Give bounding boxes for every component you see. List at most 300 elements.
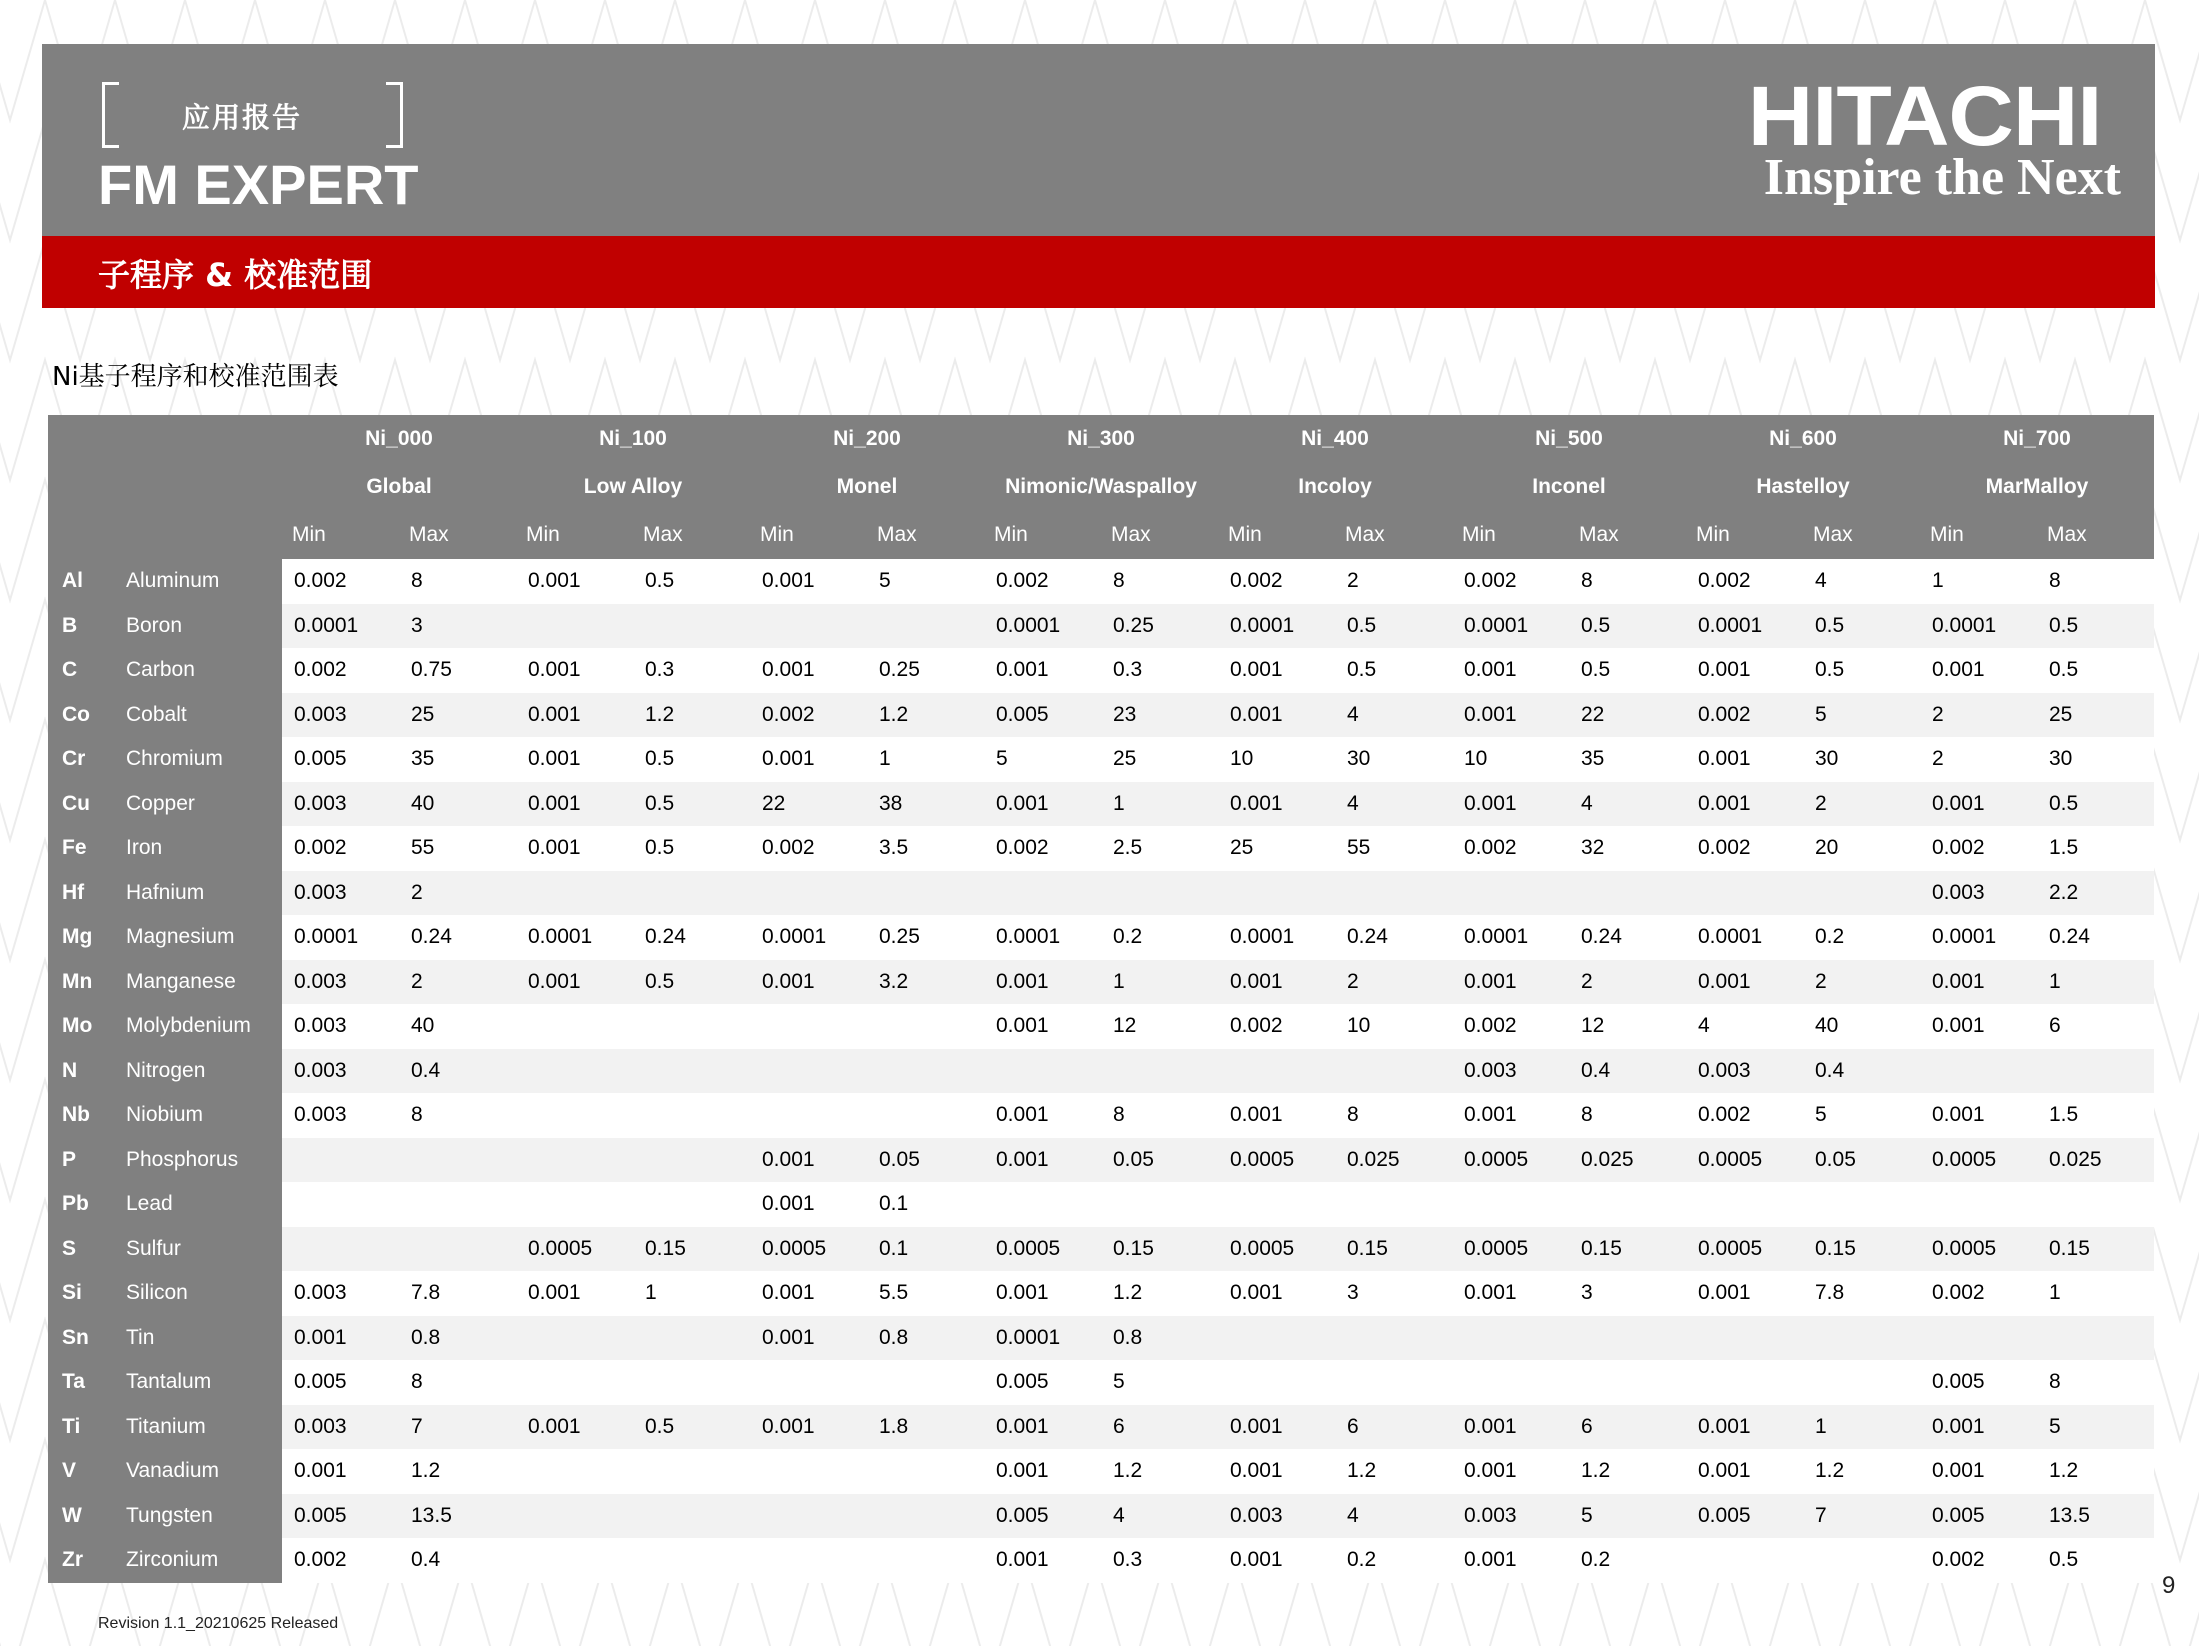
element-row bbox=[48, 1449, 2154, 1494]
min-value: 0.001 bbox=[984, 1405, 1101, 1450]
min-value: 0.002 bbox=[1218, 559, 1335, 604]
max-value: 0.5 bbox=[1569, 604, 1686, 649]
element-symbol: Sn bbox=[48, 1316, 126, 1361]
max-value bbox=[399, 1227, 516, 1272]
min-value: 0.002 bbox=[282, 1538, 399, 1583]
max-value: 0.15 bbox=[1335, 1227, 1452, 1272]
section-subtitle: 子程序 & 校准范围 bbox=[98, 256, 373, 294]
min-value bbox=[516, 1049, 633, 1094]
min-value: 0.003 bbox=[282, 960, 399, 1005]
min-value: 0.001 bbox=[984, 1004, 1101, 1049]
max-value: 5 bbox=[2037, 1405, 2154, 1450]
min-value: 0.002 bbox=[750, 693, 867, 738]
min-value bbox=[1218, 1182, 1335, 1227]
min-value: 0.001 bbox=[1452, 1538, 1569, 1583]
max-value: 8 bbox=[399, 1360, 516, 1405]
max-value: 8 bbox=[399, 559, 516, 604]
element-row bbox=[48, 782, 2154, 827]
program-name: Global bbox=[282, 463, 516, 511]
min-value: 0.002 bbox=[1686, 559, 1803, 604]
max-value: 0.25 bbox=[1101, 604, 1218, 649]
element-name: Aluminum bbox=[126, 559, 282, 604]
max-value: 6 bbox=[1569, 1405, 1686, 1450]
max-value: 0.15 bbox=[633, 1227, 750, 1272]
min-value bbox=[750, 871, 867, 916]
max-value bbox=[633, 1316, 750, 1361]
min-value: 0.001 bbox=[1218, 1449, 1335, 1494]
max-value: 12 bbox=[1569, 1004, 1686, 1049]
max-value: 0.4 bbox=[1803, 1049, 1920, 1094]
max-value: 3.2 bbox=[867, 960, 984, 1005]
program-code: Ni_600 bbox=[1686, 415, 1920, 463]
max-value: 2 bbox=[1569, 960, 1686, 1005]
max-value bbox=[867, 1360, 984, 1405]
max-header: Max bbox=[633, 511, 750, 559]
max-value: 2 bbox=[399, 871, 516, 916]
max-value: 0.15 bbox=[1101, 1227, 1218, 1272]
max-value bbox=[1803, 871, 1920, 916]
max-value: 6 bbox=[1335, 1405, 1452, 1450]
min-value: 0.0001 bbox=[1218, 915, 1335, 960]
max-value: 55 bbox=[1335, 826, 1452, 871]
max-value bbox=[1569, 1182, 1686, 1227]
min-value bbox=[750, 1093, 867, 1138]
min-value: 0.002 bbox=[1218, 1004, 1335, 1049]
min-value bbox=[1452, 1182, 1569, 1227]
max-value: 4 bbox=[1335, 1494, 1452, 1539]
min-value: 0.001 bbox=[1452, 960, 1569, 1005]
max-value: 0.5 bbox=[1803, 604, 1920, 649]
min-value: 0.001 bbox=[1920, 782, 2037, 827]
max-value: 1 bbox=[2037, 960, 2154, 1005]
min-value: 10 bbox=[1218, 737, 1335, 782]
min-value: 0.001 bbox=[1686, 782, 1803, 827]
corner-cell bbox=[48, 415, 282, 463]
max-header: Max bbox=[1101, 511, 1218, 559]
min-value: 0.0005 bbox=[1218, 1227, 1335, 1272]
max-value: 0.25 bbox=[867, 915, 984, 960]
max-value: 23 bbox=[1101, 693, 1218, 738]
min-value: 5 bbox=[984, 737, 1101, 782]
min-value bbox=[282, 1227, 399, 1272]
min-value: 0.001 bbox=[750, 1271, 867, 1316]
program-name: Low Alloy bbox=[516, 463, 750, 511]
element-name: Cobalt bbox=[126, 693, 282, 738]
max-value: 2.5 bbox=[1101, 826, 1218, 871]
max-value: 25 bbox=[2037, 693, 2154, 738]
max-value: 0.24 bbox=[633, 915, 750, 960]
element-row bbox=[48, 1494, 2154, 1539]
min-value bbox=[1218, 1360, 1335, 1405]
min-value: 0.003 bbox=[1218, 1494, 1335, 1539]
min-value: 0.001 bbox=[516, 737, 633, 782]
max-value bbox=[2037, 1316, 2154, 1361]
min-value: 0.001 bbox=[1218, 1271, 1335, 1316]
subtitle-bar bbox=[42, 236, 2155, 308]
min-value: 0.001 bbox=[282, 1316, 399, 1361]
element-symbol: Cu bbox=[48, 782, 126, 827]
max-value bbox=[1101, 871, 1218, 916]
max-value: 0.025 bbox=[2037, 1138, 2154, 1183]
min-value: 0.003 bbox=[282, 1093, 399, 1138]
element-symbol: Cr bbox=[48, 737, 126, 782]
min-value bbox=[516, 1538, 633, 1583]
min-value: 0.001 bbox=[1218, 960, 1335, 1005]
element-symbol: Zr bbox=[48, 1538, 126, 1583]
element-row bbox=[48, 1316, 2154, 1361]
max-value: 7.8 bbox=[399, 1271, 516, 1316]
min-value: 0.0005 bbox=[1686, 1227, 1803, 1272]
min-value: 0.0001 bbox=[1686, 604, 1803, 649]
max-value bbox=[1335, 1182, 1452, 1227]
max-header: Max bbox=[1803, 511, 1920, 559]
max-value: 1 bbox=[1101, 960, 1218, 1005]
element-symbol: P bbox=[48, 1138, 126, 1183]
max-value: 0.5 bbox=[1335, 604, 1452, 649]
element-row bbox=[48, 1093, 2154, 1138]
min-value: 0.001 bbox=[516, 559, 633, 604]
max-value: 5 bbox=[1101, 1360, 1218, 1405]
max-value bbox=[2037, 1049, 2154, 1094]
min-value bbox=[1686, 871, 1803, 916]
min-value: 0.001 bbox=[1686, 1449, 1803, 1494]
min-value: 0.0005 bbox=[984, 1227, 1101, 1272]
min-value: 0.001 bbox=[516, 693, 633, 738]
min-value: 0.002 bbox=[1920, 1538, 2037, 1583]
min-value: 0.002 bbox=[984, 826, 1101, 871]
element-symbol: C bbox=[48, 648, 126, 693]
max-value: 0.1 bbox=[867, 1182, 984, 1227]
max-value bbox=[867, 1093, 984, 1138]
min-value bbox=[1686, 1360, 1803, 1405]
calibration-table bbox=[48, 415, 2154, 1583]
max-value: 3.5 bbox=[867, 826, 984, 871]
element-name: Niobium bbox=[126, 1093, 282, 1138]
element-name: Carbon bbox=[126, 648, 282, 693]
min-value: 0.001 bbox=[1686, 1271, 1803, 1316]
min-value: 0.001 bbox=[1920, 1004, 2037, 1049]
min-value bbox=[516, 1316, 633, 1361]
min-value bbox=[1920, 1316, 2037, 1361]
max-value: 1.5 bbox=[2037, 826, 2154, 871]
corner-cell bbox=[48, 511, 282, 559]
min-value: 1 bbox=[1920, 559, 2037, 604]
max-value bbox=[1569, 1360, 1686, 1405]
min-value bbox=[516, 1182, 633, 1227]
min-header: Min bbox=[1218, 511, 1335, 559]
element-row bbox=[48, 960, 2154, 1005]
max-value: 8 bbox=[1569, 1093, 1686, 1138]
min-value: 0.002 bbox=[750, 826, 867, 871]
program-code-row bbox=[48, 415, 2154, 463]
table-title: Ni基子程序和校准范围表 bbox=[52, 362, 339, 392]
min-value bbox=[1218, 1316, 1335, 1361]
max-value: 0.05 bbox=[1803, 1138, 1920, 1183]
min-value: 0.001 bbox=[516, 960, 633, 1005]
element-name: Manganese bbox=[126, 960, 282, 1005]
element-symbol: Ta bbox=[48, 1360, 126, 1405]
element-row bbox=[48, 559, 2154, 604]
max-value bbox=[1335, 871, 1452, 916]
min-value: 0.003 bbox=[1920, 871, 2037, 916]
max-value: 2.2 bbox=[2037, 871, 2154, 916]
max-value bbox=[1335, 1049, 1452, 1094]
max-value: 3 bbox=[1569, 1271, 1686, 1316]
min-value: 0.001 bbox=[750, 1316, 867, 1361]
min-value: 0.001 bbox=[750, 1405, 867, 1450]
max-value bbox=[867, 1449, 984, 1494]
product-title: FM EXPERT bbox=[98, 153, 419, 216]
max-value bbox=[867, 1538, 984, 1583]
min-value: 0.0005 bbox=[1686, 1138, 1803, 1183]
max-value: 20 bbox=[1803, 826, 1920, 871]
min-value: 0.0001 bbox=[984, 604, 1101, 649]
min-value: 0.001 bbox=[1218, 648, 1335, 693]
min-value: 0.001 bbox=[750, 1138, 867, 1183]
min-value: 0.001 bbox=[1686, 737, 1803, 782]
program-code: Ni_700 bbox=[1920, 415, 2154, 463]
program-name: Incoloy bbox=[1218, 463, 1452, 511]
max-value bbox=[633, 1138, 750, 1183]
max-value: 4 bbox=[1335, 782, 1452, 827]
min-value: 0.001 bbox=[984, 782, 1101, 827]
min-value: 0.002 bbox=[984, 559, 1101, 604]
max-value: 0.24 bbox=[399, 915, 516, 960]
min-value: 0.001 bbox=[1452, 693, 1569, 738]
min-value: 0.001 bbox=[1218, 1093, 1335, 1138]
max-header: Max bbox=[2037, 511, 2154, 559]
max-value: 55 bbox=[399, 826, 516, 871]
element-name: Silicon bbox=[126, 1271, 282, 1316]
element-name: Zirconium bbox=[126, 1538, 282, 1583]
max-value: 0.24 bbox=[1569, 915, 1686, 960]
max-value: 6 bbox=[2037, 1004, 2154, 1049]
program-name-row bbox=[48, 463, 2154, 511]
element-row bbox=[48, 1227, 2154, 1272]
element-name: Magnesium bbox=[126, 915, 282, 960]
program-code: Ni_500 bbox=[1452, 415, 1686, 463]
element-name: Nitrogen bbox=[126, 1049, 282, 1094]
min-value: 0.0005 bbox=[1218, 1138, 1335, 1183]
max-value: 7 bbox=[1803, 1494, 1920, 1539]
min-value: 0.001 bbox=[1452, 1271, 1569, 1316]
max-value: 6 bbox=[1101, 1405, 1218, 1450]
max-value bbox=[633, 1004, 750, 1049]
max-value: 12 bbox=[1101, 1004, 1218, 1049]
max-value: 1 bbox=[1101, 782, 1218, 827]
max-value bbox=[633, 1360, 750, 1405]
max-value: 22 bbox=[1569, 693, 1686, 738]
element-name: Iron bbox=[126, 826, 282, 871]
min-value: 0.001 bbox=[516, 782, 633, 827]
min-value: 0.003 bbox=[282, 1004, 399, 1049]
max-value: 0.2 bbox=[1569, 1538, 1686, 1583]
min-value: 0.005 bbox=[984, 693, 1101, 738]
min-value bbox=[1452, 1316, 1569, 1361]
min-value bbox=[516, 871, 633, 916]
max-header: Max bbox=[1335, 511, 1452, 559]
min-value bbox=[750, 1538, 867, 1583]
min-value: 0.005 bbox=[282, 737, 399, 782]
min-value bbox=[282, 1182, 399, 1227]
min-value: 0.001 bbox=[984, 1538, 1101, 1583]
element-name: Tin bbox=[126, 1316, 282, 1361]
max-value: 0.025 bbox=[1335, 1138, 1452, 1183]
min-value: 0.005 bbox=[282, 1494, 399, 1539]
program-name: MarMalloy bbox=[1920, 463, 2154, 511]
brand-logo: HITACHI bbox=[1747, 69, 2101, 163]
max-value: 0.5 bbox=[2037, 782, 2154, 827]
max-value: 0.05 bbox=[867, 1138, 984, 1183]
min-value: 0.003 bbox=[282, 1405, 399, 1450]
min-value: 4 bbox=[1686, 1004, 1803, 1049]
min-value: 0.0001 bbox=[282, 604, 399, 649]
program-name: Inconel bbox=[1452, 463, 1686, 511]
left-bracket bbox=[102, 82, 119, 148]
max-value bbox=[633, 1182, 750, 1227]
min-value: 0.0005 bbox=[1920, 1138, 2037, 1183]
min-value: 0.002 bbox=[282, 648, 399, 693]
max-value: 0.5 bbox=[633, 559, 750, 604]
min-value: 0.0001 bbox=[1920, 915, 2037, 960]
min-value bbox=[750, 1049, 867, 1094]
max-value bbox=[867, 1049, 984, 1094]
max-value bbox=[867, 871, 984, 916]
min-value: 10 bbox=[1452, 737, 1569, 782]
min-value: 0.001 bbox=[1920, 1093, 2037, 1138]
min-value: 0.001 bbox=[1218, 1538, 1335, 1583]
max-value bbox=[633, 1093, 750, 1138]
min-value bbox=[1452, 1360, 1569, 1405]
max-value: 30 bbox=[1803, 737, 1920, 782]
min-value: 0.005 bbox=[984, 1494, 1101, 1539]
max-value: 2 bbox=[1335, 559, 1452, 604]
max-value bbox=[867, 1004, 984, 1049]
min-header: Min bbox=[750, 511, 867, 559]
max-value: 0.5 bbox=[633, 826, 750, 871]
max-value: 1.2 bbox=[1569, 1449, 1686, 1494]
element-symbol: Mg bbox=[48, 915, 126, 960]
element-row bbox=[48, 1538, 2154, 1583]
max-value: 40 bbox=[1803, 1004, 1920, 1049]
max-value: 13.5 bbox=[2037, 1494, 2154, 1539]
max-value: 2 bbox=[1803, 960, 1920, 1005]
element-row bbox=[48, 1004, 2154, 1049]
min-value: 0.001 bbox=[1452, 782, 1569, 827]
program-code: Ni_100 bbox=[516, 415, 750, 463]
min-value: 0.002 bbox=[282, 559, 399, 604]
min-value bbox=[750, 1360, 867, 1405]
element-name: Phosphorus bbox=[126, 1138, 282, 1183]
min-value bbox=[750, 604, 867, 649]
min-value: 0.001 bbox=[984, 1093, 1101, 1138]
max-value bbox=[867, 1494, 984, 1539]
min-value bbox=[1452, 871, 1569, 916]
min-value: 0.001 bbox=[516, 648, 633, 693]
min-value: 0.0005 bbox=[1920, 1227, 2037, 1272]
max-value: 0.15 bbox=[1569, 1227, 1686, 1272]
min-value bbox=[516, 1494, 633, 1539]
max-value: 5.5 bbox=[867, 1271, 984, 1316]
min-value: 0.005 bbox=[1920, 1494, 2037, 1539]
min-header: Min bbox=[1686, 511, 1803, 559]
max-value: 0.15 bbox=[1803, 1227, 1920, 1272]
max-value: 0.5 bbox=[2037, 1538, 2154, 1583]
min-value: 0.001 bbox=[516, 1405, 633, 1450]
max-header: Max bbox=[1569, 511, 1686, 559]
max-value bbox=[633, 1049, 750, 1094]
element-name: Copper bbox=[126, 782, 282, 827]
max-value: 0.8 bbox=[867, 1316, 984, 1361]
page-number: 9 bbox=[2162, 1572, 2176, 1599]
min-value: 0.001 bbox=[984, 648, 1101, 693]
max-value: 3 bbox=[399, 604, 516, 649]
min-value: 0.001 bbox=[1452, 648, 1569, 693]
min-value: 0.001 bbox=[1920, 1405, 2037, 1450]
max-value: 25 bbox=[1101, 737, 1218, 782]
max-value bbox=[633, 1494, 750, 1539]
min-value: 0.001 bbox=[750, 559, 867, 604]
max-value: 0.4 bbox=[399, 1049, 516, 1094]
max-value: 1.2 bbox=[867, 693, 984, 738]
max-value: 2 bbox=[399, 960, 516, 1005]
max-value: 0.5 bbox=[633, 1405, 750, 1450]
max-value: 5 bbox=[867, 559, 984, 604]
min-value bbox=[984, 1182, 1101, 1227]
min-value: 0.0001 bbox=[1686, 915, 1803, 960]
min-value bbox=[1920, 1182, 2037, 1227]
max-value: 1.2 bbox=[1101, 1271, 1218, 1316]
min-value: 0.005 bbox=[282, 1360, 399, 1405]
max-value bbox=[2037, 1182, 2154, 1227]
element-name: Molybdenium bbox=[126, 1004, 282, 1049]
max-value bbox=[1101, 1182, 1218, 1227]
min-value: 0.003 bbox=[282, 782, 399, 827]
min-value: 0.001 bbox=[1452, 1449, 1569, 1494]
min-value: 0.001 bbox=[1218, 1405, 1335, 1450]
min-value: 0.001 bbox=[984, 1138, 1101, 1183]
max-value bbox=[867, 604, 984, 649]
program-name: Monel bbox=[750, 463, 984, 511]
element-symbol: Nb bbox=[48, 1093, 126, 1138]
element-row bbox=[48, 737, 2154, 782]
min-header: Min bbox=[282, 511, 399, 559]
max-value: 25 bbox=[399, 693, 516, 738]
element-row bbox=[48, 604, 2154, 649]
max-value: 5 bbox=[1803, 693, 1920, 738]
min-value bbox=[516, 1449, 633, 1494]
min-value bbox=[1686, 1538, 1803, 1583]
element-row bbox=[48, 693, 2154, 738]
min-value: 0.0001 bbox=[1452, 604, 1569, 649]
element-symbol: S bbox=[48, 1227, 126, 1272]
min-value: 0.001 bbox=[750, 1182, 867, 1227]
min-value: 0.0001 bbox=[282, 915, 399, 960]
element-symbol: Al bbox=[48, 559, 126, 604]
min-value: 2 bbox=[1920, 737, 2037, 782]
max-value: 40 bbox=[399, 782, 516, 827]
min-value: 0.002 bbox=[1452, 559, 1569, 604]
min-header: Min bbox=[1920, 511, 2037, 559]
element-name: Hafnium bbox=[126, 871, 282, 916]
min-value bbox=[282, 1138, 399, 1183]
max-value: 1.5 bbox=[2037, 1093, 2154, 1138]
max-value: 0.2 bbox=[1803, 915, 1920, 960]
min-value: 0.001 bbox=[516, 826, 633, 871]
max-value: 1 bbox=[1803, 1405, 1920, 1450]
element-name: Boron bbox=[126, 604, 282, 649]
min-value: 0.001 bbox=[1218, 693, 1335, 738]
